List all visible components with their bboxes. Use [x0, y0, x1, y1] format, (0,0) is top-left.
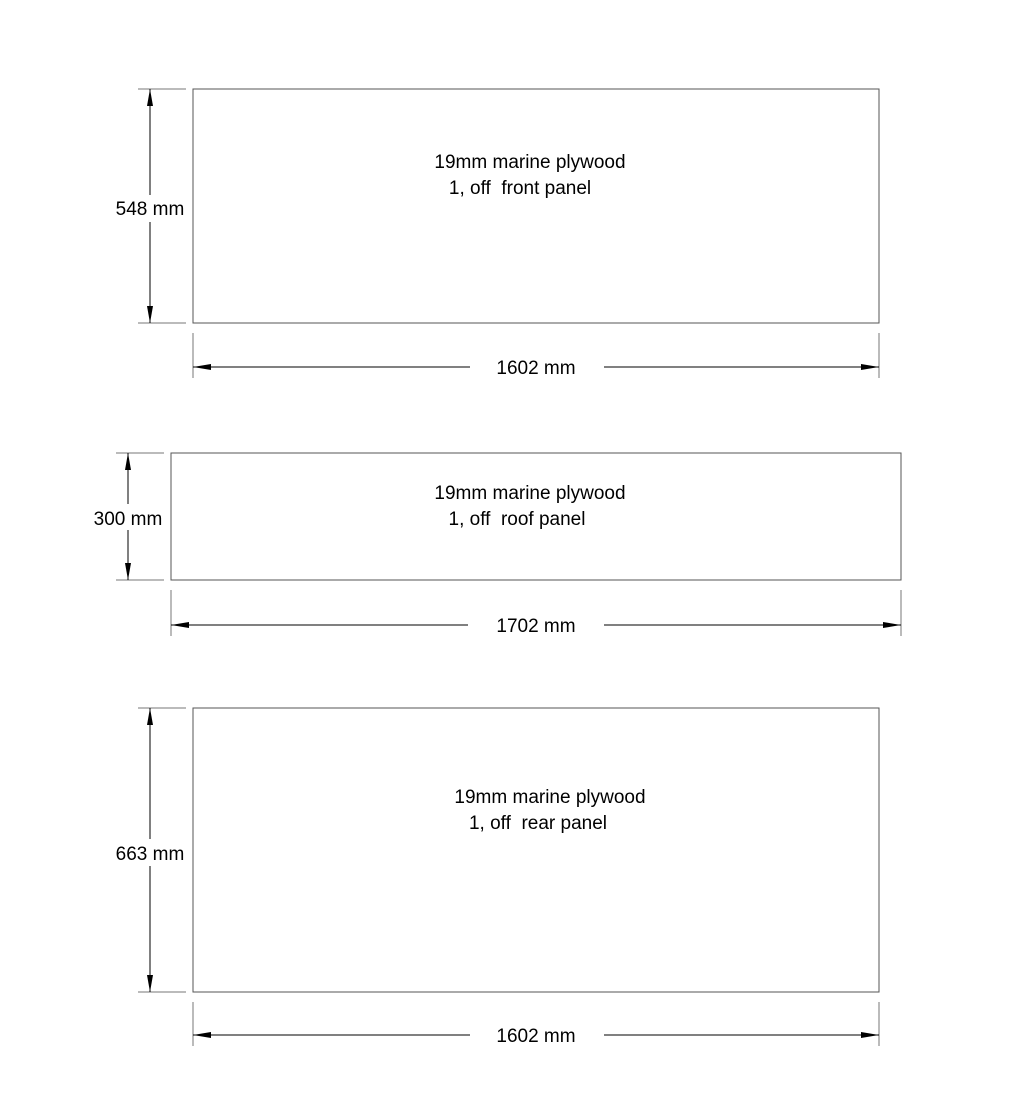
front-panel-material: 19mm marine plywood	[434, 152, 626, 173]
rear-width-label: 1602 mm	[496, 1026, 576, 1047]
front-width-label: 1602 mm	[496, 358, 576, 379]
front-panel-quantity: 1, off front panel	[448, 178, 592, 199]
front-width-arrow-left	[193, 364, 211, 370]
rear-width-arrow-left	[193, 1032, 211, 1038]
rear-width-arrow-right	[861, 1032, 879, 1038]
roof-height-arrow-bottom	[125, 563, 131, 580]
roof-panel-material: 19mm marine plywood	[434, 483, 626, 504]
rear-panel-outline	[193, 708, 879, 992]
roof-height-arrow-top	[125, 453, 131, 470]
rear-panel-quantity: 1, off rear panel	[468, 813, 608, 834]
rear-height-arrow-top	[147, 708, 153, 725]
front-width-arrow-right	[861, 364, 879, 370]
roof-height-label: 300 mm	[93, 509, 163, 530]
roof-width-arrow-left	[171, 622, 189, 628]
rear-panel-group	[116, 708, 879, 1047]
roof-width-label: 1702 mm	[496, 616, 576, 637]
front-panel-outline	[193, 89, 879, 323]
front-height-arrow-top	[147, 89, 153, 106]
front-panel-group	[116, 89, 879, 379]
roof-panel-quantity: 1, off roof panel	[448, 509, 586, 530]
rear-panel-material: 19mm marine plywood	[454, 787, 646, 808]
front-height-arrow-bottom	[147, 306, 153, 323]
roof-panel-group	[94, 453, 901, 637]
rear-height-label: 663 mm	[115, 844, 185, 865]
front-height-label: 548 mm	[115, 199, 185, 220]
rear-height-arrow-bottom	[147, 975, 153, 992]
roof-width-arrow-right	[883, 622, 901, 628]
